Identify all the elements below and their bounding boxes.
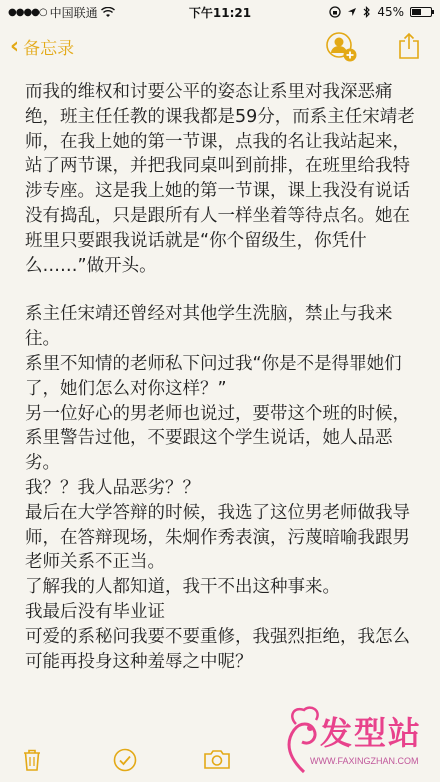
battery-icon [410,7,432,17]
nav-bar [0,24,440,70]
note-paragraph: 系里不知情的老师私下问过我“你是不是得罪她们了，她们怎么对你这样？” [25,353,402,399]
watermark-text: 发型站 [320,714,423,752]
battery-percent: 45% [377,5,404,19]
status-bar [0,0,440,24]
status-right [272,5,432,19]
add-person-icon[interactable] [324,30,358,64]
note-paragraph: 我？？我人品恶劣？？ [25,477,200,498]
note-paragraph: 了解我的人都知道，我干不出这种事来。 [25,577,340,598]
note-body[interactable] [25,80,420,674]
status-left [8,4,168,21]
chevron-left-icon: ‹ [10,33,20,59]
status-time: 下午11:21 [188,5,252,20]
watermark-logo [280,700,440,780]
blank-line [25,278,420,302]
note-paragraph: 可爱的系秘问我要不要重修，我强烈拒绝，我怎么可能再投身这种羞辱之中呢？ [25,626,410,672]
rotation-lock-icon [329,6,341,18]
camera-icon[interactable] [203,748,231,770]
share-icon[interactable] [397,32,421,60]
note-paragraph: 而我的维权和讨要公平的姿态让系里对我深恶痛绝，班主任任教的课我都是59分，而系主任宋靖老师，在我上她的第一节课，点我的名让我站起来，站了两节课，并把我同桌叫到前排，在班里给我特涉专座。这是我上她的第一节课，课上我没有说话没有捣乱，只是跟所有人一样坐着等待点名。她在班里只要跟我说话就是“你个留级生，你凭什么……”做开头。 [25,82,415,276]
note-paragraph: 系主任宋靖还曾经对其他学生洗脑，禁止与我来往。 [25,304,393,350]
location-icon [347,7,357,17]
note-paragraph: 我最后没有毕业证 [25,601,165,622]
bluetooth-icon [363,6,371,18]
wifi-icon [101,7,115,18]
carrier-label: 中国联通 [49,5,98,20]
signal-dots-icon: ●●●●○ [8,6,47,18]
back-button[interactable] [10,34,74,59]
note-paragraph: 另一位好心的男老师也说过，要带这个班的时候，系里警告过他，不要跟这个学生说话，她人品恶劣。 [25,403,410,474]
trash-icon[interactable] [22,748,42,772]
note-paragraph: 最后在大学答辩的时候，我选了这位男老师做我导师，在答辩现场，朱炯作秀表演，污蔑暗喻我跟男老师关系不正当。 [25,502,410,573]
checkmark-circle-icon[interactable] [113,748,137,772]
watermark-url: WWW.FAXINGZHAN.COM [310,756,419,766]
back-label: 备忘录 [23,39,75,59]
